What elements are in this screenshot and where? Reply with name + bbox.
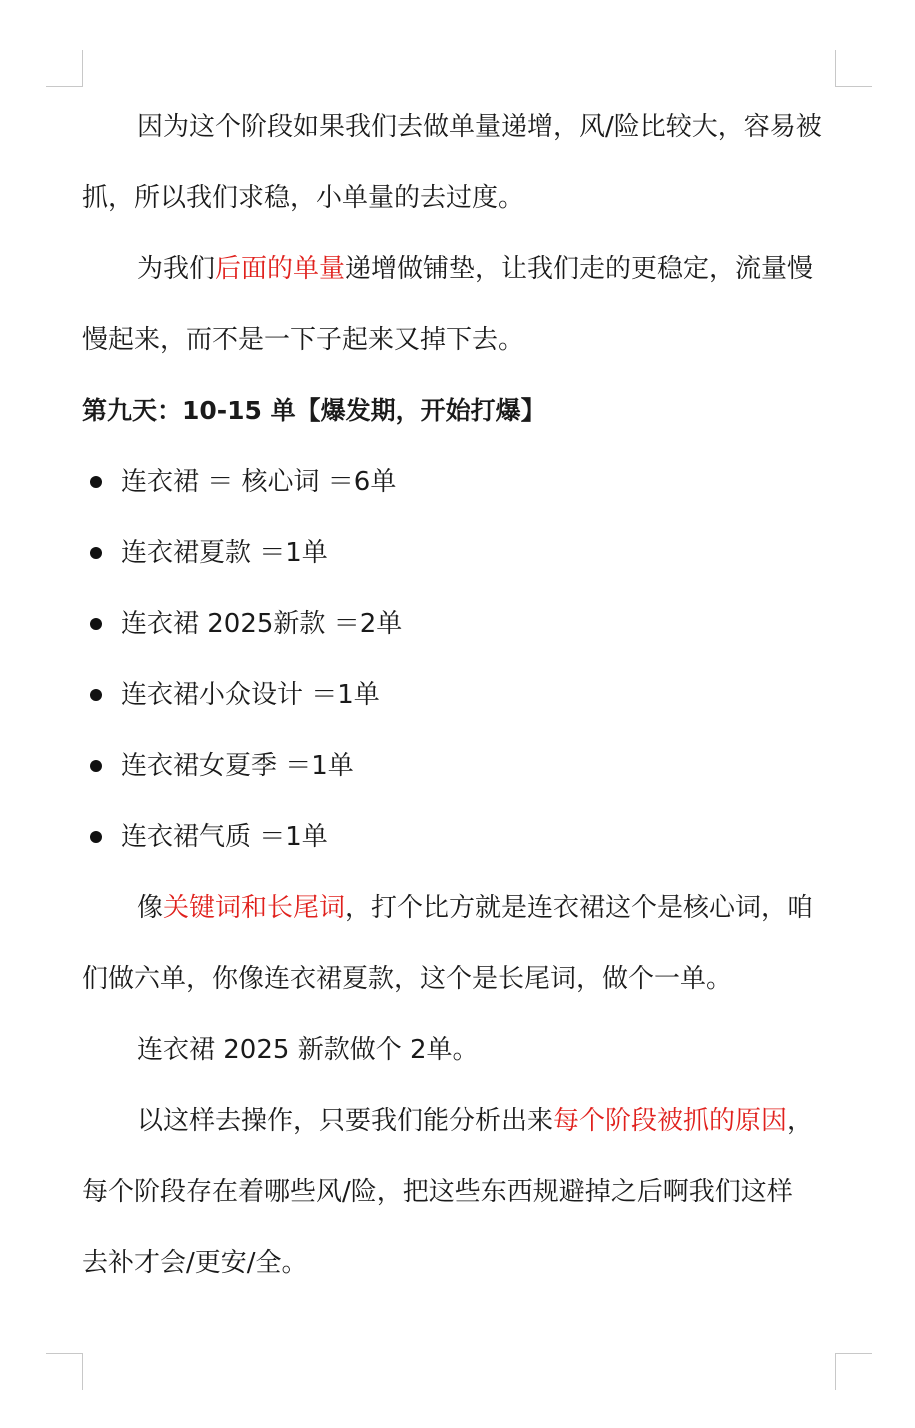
bullet-item	[82, 455, 842, 526]
crop-mark-bottom-left	[46, 1353, 83, 1390]
highlight-stage-reasons: 每个阶段被抓的原因	[553, 1106, 788, 1136]
bullet-dot-icon	[90, 689, 102, 701]
bullet-item	[82, 668, 842, 739]
crop-mark-bottom-right	[835, 1353, 872, 1390]
paragraph-5-punct: ，	[787, 1106, 814, 1136]
paragraph-1-line-1: 因为这个阶段如果我们去做单量递增，风/险比较大，容易被	[137, 112, 822, 142]
paragraph-5-line-2: 每个阶段存在着哪些风/险，把这些东西规避掉之后啊我们这样	[82, 1177, 793, 1207]
bullet-dot-icon	[90, 476, 102, 488]
bullet-dot-icon	[90, 547, 102, 559]
crop-mark-top-right	[835, 50, 872, 87]
document-body	[82, 100, 842, 1307]
paragraph-3-line-2: 们做六单，你像连衣裙夏款，这个是长尾词，做个一单。	[82, 964, 733, 994]
highlight-later-volume: 后面的单量	[215, 254, 346, 284]
paragraph-5-line-1	[82, 1094, 842, 1165]
bullet-dot-icon	[90, 760, 102, 772]
bullet-text: 连衣裙气质 ＝1单	[121, 822, 328, 852]
bullet-dot-icon	[90, 831, 102, 843]
bullet-text: 连衣裙女夏季 ＝1单	[121, 751, 354, 781]
bullet-item	[82, 526, 842, 597]
paragraph-5-line-3: 去补才会/更安/全。	[82, 1248, 308, 1278]
paragraph-3-text-cont: ，打个比方就是连衣裙这个是核心词，咱	[345, 893, 814, 923]
crop-mark-top-left	[46, 50, 83, 87]
paragraph-2-text-cont: 递增做铺垫，让我们走的更稳定，流量慢	[345, 254, 814, 284]
paragraph-2-line-2: 慢起来，而不是一下子起来又掉下去。	[82, 325, 525, 355]
paragraph-2-line-1	[82, 242, 842, 313]
paragraph-3-text: 像	[137, 893, 164, 923]
paragraph-3-line-1	[82, 881, 842, 952]
bullet-text: 连衣裙 ＝ 核心词 ＝6单	[121, 467, 397, 497]
paragraph-5-text: 以这样去操作，只要我们能分析出来	[137, 1106, 554, 1136]
bullet-item	[82, 810, 842, 881]
bullet-item	[82, 597, 842, 668]
bullet-text: 连衣裙夏款 ＝1单	[121, 538, 328, 568]
paragraph-2-text: 为我们	[137, 254, 216, 284]
bullet-text: 连衣裙 2025新款 ＝2单	[121, 609, 403, 639]
highlight-keywords: 关键词和长尾词	[163, 893, 346, 923]
section-heading-day-nine: 第九天：10-15 单【爆发期，开始打爆】	[82, 396, 546, 425]
bullet-text: 连衣裙小众设计 ＝1单	[121, 680, 380, 710]
bullet-dot-icon	[90, 618, 102, 630]
bullet-item	[82, 739, 842, 810]
paragraph-1-line-2: 抓，所以我们求稳，小单量的去过度。	[82, 183, 525, 213]
paragraph-4: 连衣裙 2025 新款做个 2单。	[137, 1035, 479, 1065]
